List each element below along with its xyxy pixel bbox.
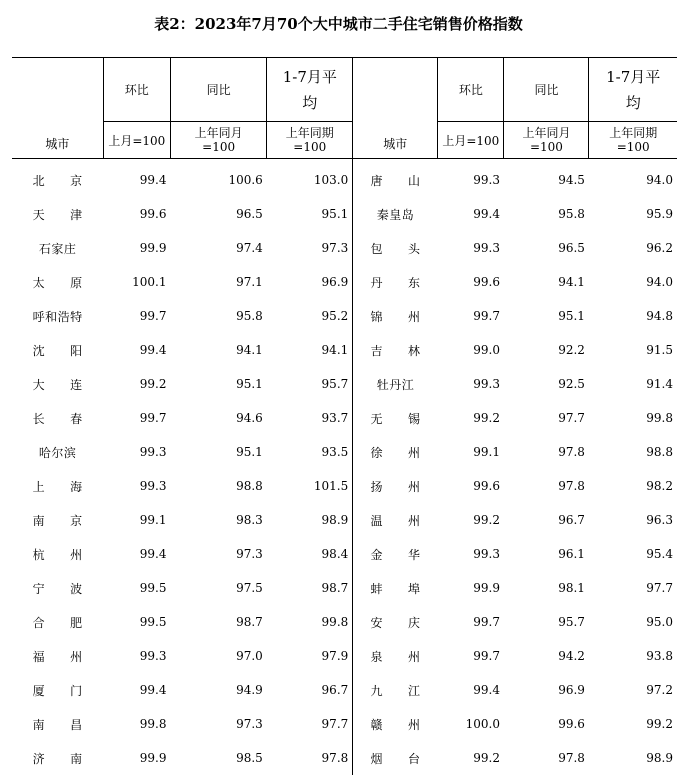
table-row (12, 159, 677, 198)
cell-mom-right: 99.3 (438, 231, 504, 265)
cell-city-right: 吉 林 (353, 333, 438, 367)
cell-yoy-right: 92.5 (504, 367, 589, 401)
cell-mom-left: 99.2 (103, 367, 170, 401)
cell-mom-left: 99.4 (103, 673, 170, 707)
cell-avg-right: 98.8 (589, 435, 677, 469)
cell-mom-left: 99.4 (103, 537, 170, 571)
cell-mom-left: 99.7 (103, 299, 170, 333)
cell-mom-left: 99.5 (103, 571, 170, 605)
cell-yoy-left: 98.3 (170, 503, 266, 537)
cell-avg-right: 91.4 (589, 367, 677, 401)
cell-yoy-left: 97.5 (170, 571, 266, 605)
header-city-right: 城市 (353, 58, 438, 159)
cell-mom-left: 99.8 (103, 707, 170, 741)
cell-yoy-right: 94.2 (504, 639, 589, 673)
cell-yoy-right: 99.6 (504, 707, 589, 741)
cell-city-right: 扬 州 (353, 469, 438, 503)
cell-city-right: 赣 州 (353, 707, 438, 741)
header-yoy-base-right-l1: 上年同月 (504, 126, 588, 140)
cell-mom-left: 99.3 (103, 469, 170, 503)
cell-city-right: 九 江 (353, 673, 438, 707)
header-avg-base-right-l1: 上年同期 (589, 126, 677, 140)
cell-avg-right: 95.0 (589, 605, 677, 639)
table-row (12, 435, 677, 469)
table-row (12, 503, 677, 537)
table-row (12, 469, 677, 503)
header-yoy-base-left-l1: 上年同月 (171, 126, 266, 140)
cell-yoy-left: 96.5 (170, 197, 266, 231)
cell-avg-right: 91.5 (589, 333, 677, 367)
cell-mom-left: 99.9 (103, 741, 170, 775)
cell-yoy-left: 97.3 (170, 537, 266, 571)
cell-yoy-right: 97.8 (504, 741, 589, 775)
cell-city-left: 北 京 (12, 159, 103, 198)
header-avg-right-line1: 1-7月平 (589, 64, 677, 90)
table-row (12, 673, 677, 707)
cell-mom-left: 99.9 (103, 231, 170, 265)
header-city-left: 城市 (12, 58, 103, 159)
cell-avg-left: 95.1 (267, 197, 353, 231)
cell-yoy-right: 96.1 (504, 537, 589, 571)
cell-avg-left: 93.5 (267, 435, 353, 469)
cell-mom-right: 99.2 (438, 741, 504, 775)
cell-city-left: 福 州 (12, 639, 103, 673)
cell-city-left: 上 海 (12, 469, 103, 503)
cell-mom-right: 99.7 (438, 605, 504, 639)
table-title: 表2：2023年7月70个大中城市二手住宅销售价格指数 (0, 13, 677, 34)
cell-mom-right: 99.2 (438, 503, 504, 537)
cell-city-right: 蚌 埠 (353, 571, 438, 605)
cell-avg-right: 97.2 (589, 673, 677, 707)
cell-avg-right: 98.2 (589, 469, 677, 503)
header-mom-left: 环比 (103, 58, 170, 122)
cell-avg-right: 95.9 (589, 197, 677, 231)
cell-mom-right: 99.4 (438, 197, 504, 231)
cell-avg-left: 96.7 (267, 673, 353, 707)
cell-avg-right: 93.8 (589, 639, 677, 673)
header-mom-base-left: 上月=100 (103, 122, 170, 159)
header-yoy-right: 同比 (504, 58, 589, 122)
header-yoy-base-left-l2: =100 (171, 140, 266, 154)
cell-mom-right: 99.6 (438, 265, 504, 299)
header-avg-base-left-l1: 上年同期 (267, 126, 352, 140)
cell-city-right: 温 州 (353, 503, 438, 537)
cell-yoy-left: 97.0 (170, 639, 266, 673)
cell-mom-right: 100.0 (438, 707, 504, 741)
table-row (12, 537, 677, 571)
cell-avg-left: 95.2 (267, 299, 353, 333)
table-row (12, 265, 677, 299)
cell-city-right: 锦 州 (353, 299, 438, 333)
cell-city-left: 厦 门 (12, 673, 103, 707)
table-row (12, 401, 677, 435)
cell-avg-right: 94.0 (589, 265, 677, 299)
cell-city-left: 呼和浩特 (12, 299, 103, 333)
cell-city-right: 唐 山 (353, 159, 438, 198)
cell-avg-left: 98.7 (267, 571, 353, 605)
header-avg-base-right-l2: =100 (589, 140, 677, 154)
cell-mom-left: 99.4 (103, 159, 170, 198)
cell-yoy-left: 97.4 (170, 231, 266, 265)
table-row (12, 707, 677, 741)
cell-yoy-left: 95.1 (170, 435, 266, 469)
cell-city-left: 大 连 (12, 367, 103, 401)
cell-avg-right: 99.2 (589, 707, 677, 741)
header-mom-right: 环比 (438, 58, 504, 122)
cell-avg-left: 97.8 (267, 741, 353, 775)
cell-yoy-left: 94.6 (170, 401, 266, 435)
cell-avg-left: 97.3 (267, 231, 353, 265)
header-avg-right-line2: 均 (589, 90, 677, 116)
cell-city-right: 徐 州 (353, 435, 438, 469)
cell-avg-right: 96.2 (589, 231, 677, 265)
header-yoy-left: 同比 (170, 58, 266, 122)
header-avg-base-left-l2: =100 (267, 140, 352, 154)
cell-city-right: 牡丹江 (353, 367, 438, 401)
cell-yoy-right: 94.5 (504, 159, 589, 198)
header-avg-left-line1: 1-7月平 (267, 64, 352, 90)
cell-mom-left: 100.1 (103, 265, 170, 299)
cell-avg-right: 94.8 (589, 299, 677, 333)
cell-city-left: 哈尔滨 (12, 435, 103, 469)
cell-mom-left: 99.4 (103, 333, 170, 367)
cell-mom-left: 99.5 (103, 605, 170, 639)
cell-mom-left: 99.7 (103, 401, 170, 435)
cell-mom-right: 99.7 (438, 299, 504, 333)
header-yoy-base-left (170, 122, 266, 159)
cell-yoy-right: 98.1 (504, 571, 589, 605)
cell-yoy-right: 92.2 (504, 333, 589, 367)
cell-yoy-left: 98.7 (170, 605, 266, 639)
cell-yoy-right: 97.7 (504, 401, 589, 435)
cell-city-left: 沈 阳 (12, 333, 103, 367)
cell-city-right: 无 锡 (353, 401, 438, 435)
cell-mom-right: 99.3 (438, 367, 504, 401)
cell-yoy-left: 98.8 (170, 469, 266, 503)
cell-city-left: 济 南 (12, 741, 103, 775)
cell-mom-right: 99.4 (438, 673, 504, 707)
cell-avg-right: 96.3 (589, 503, 677, 537)
cell-mom-left: 99.6 (103, 197, 170, 231)
table-row (12, 639, 677, 673)
cell-avg-left: 99.8 (267, 605, 353, 639)
cell-mom-right: 99.1 (438, 435, 504, 469)
cell-mom-right: 99.2 (438, 401, 504, 435)
cell-mom-right: 99.7 (438, 639, 504, 673)
table-row (12, 741, 677, 775)
cell-city-left: 南 京 (12, 503, 103, 537)
cell-mom-left: 99.3 (103, 639, 170, 673)
cell-city-left: 南 昌 (12, 707, 103, 741)
cell-mom-right: 99.9 (438, 571, 504, 605)
table-row (12, 299, 677, 333)
cell-yoy-left: 94.9 (170, 673, 266, 707)
cell-city-left: 杭 州 (12, 537, 103, 571)
cell-mom-right: 99.3 (438, 159, 504, 198)
cell-yoy-right: 94.1 (504, 265, 589, 299)
price-index-table (12, 57, 677, 775)
cell-city-right: 泉 州 (353, 639, 438, 673)
cell-yoy-left: 97.3 (170, 707, 266, 741)
table-row (12, 231, 677, 265)
cell-mom-right: 99.0 (438, 333, 504, 367)
header-avg-base-right (589, 122, 677, 159)
cell-yoy-right: 95.7 (504, 605, 589, 639)
table-row (12, 197, 677, 231)
header-avg-base-left (267, 122, 353, 159)
cell-avg-left: 96.9 (267, 265, 353, 299)
cell-city-right: 金 华 (353, 537, 438, 571)
cell-yoy-right: 95.8 (504, 197, 589, 231)
cell-yoy-left: 98.5 (170, 741, 266, 775)
header-mom-base-right: 上月=100 (438, 122, 504, 159)
cell-city-left: 天 津 (12, 197, 103, 231)
cell-avg-right: 95.4 (589, 537, 677, 571)
cell-avg-left: 98.9 (267, 503, 353, 537)
header-yoy-base-right (504, 122, 589, 159)
cell-city-left: 合 肥 (12, 605, 103, 639)
cell-avg-left: 95.7 (267, 367, 353, 401)
cell-yoy-left: 95.1 (170, 367, 266, 401)
cell-city-left: 石家庄 (12, 231, 103, 265)
cell-yoy-left: 95.8 (170, 299, 266, 333)
table-row (12, 333, 677, 367)
cell-yoy-right: 96.9 (504, 673, 589, 707)
cell-yoy-right: 96.7 (504, 503, 589, 537)
cell-avg-right: 94.0 (589, 159, 677, 198)
cell-yoy-right: 95.1 (504, 299, 589, 333)
cell-yoy-right: 96.5 (504, 231, 589, 265)
cell-avg-left: 97.9 (267, 639, 353, 673)
cell-mom-left: 99.1 (103, 503, 170, 537)
cell-city-right: 秦皇岛 (353, 197, 438, 231)
cell-mom-right: 99.3 (438, 537, 504, 571)
cell-avg-right: 97.7 (589, 571, 677, 605)
cell-avg-left: 98.4 (267, 537, 353, 571)
cell-city-right: 丹 东 (353, 265, 438, 299)
cell-yoy-right: 97.8 (504, 469, 589, 503)
cell-yoy-right: 97.8 (504, 435, 589, 469)
cell-city-right: 烟 台 (353, 741, 438, 775)
cell-city-left: 长 春 (12, 401, 103, 435)
cell-mom-left: 99.3 (103, 435, 170, 469)
cell-city-right: 包 头 (353, 231, 438, 265)
cell-yoy-left: 94.1 (170, 333, 266, 367)
cell-avg-left: 101.5 (267, 469, 353, 503)
cell-city-right: 安 庆 (353, 605, 438, 639)
cell-avg-left: 97.7 (267, 707, 353, 741)
header-avg-left (267, 58, 353, 122)
header-avg-left-line2: 均 (267, 90, 352, 116)
header-yoy-base-right-l2: =100 (504, 140, 588, 154)
table-row (12, 605, 677, 639)
cell-mom-right: 99.6 (438, 469, 504, 503)
cell-yoy-left: 97.1 (170, 265, 266, 299)
cell-avg-left: 94.1 (267, 333, 353, 367)
cell-avg-right: 99.8 (589, 401, 677, 435)
cell-avg-left: 93.7 (267, 401, 353, 435)
table-body (12, 159, 677, 775)
cell-yoy-left: 100.6 (170, 159, 266, 198)
header-avg-right (589, 58, 677, 122)
table-row (12, 367, 677, 401)
cell-avg-left: 103.0 (267, 159, 353, 198)
cell-city-left: 宁 波 (12, 571, 103, 605)
cell-avg-right: 98.9 (589, 741, 677, 775)
cell-city-left: 太 原 (12, 265, 103, 299)
table-row (12, 571, 677, 605)
